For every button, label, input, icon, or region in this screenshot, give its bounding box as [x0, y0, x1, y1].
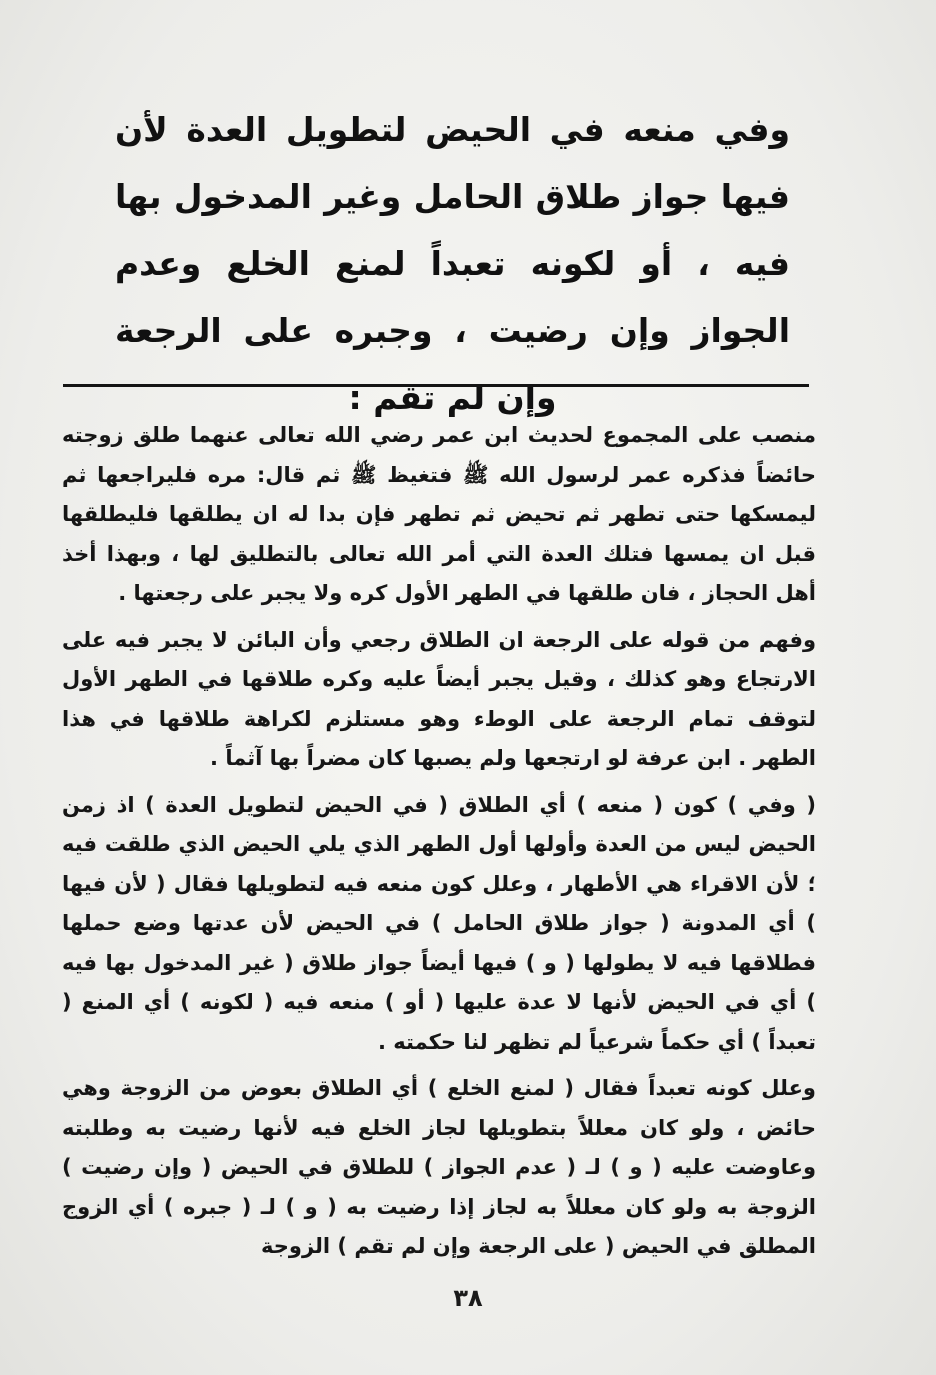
- main-text-verse: وفي منعه في الحيض لتطويل العدة لأن فيها جواز طلاق الحامل وغير المدخول بها فيه ، أو لكونه تعبداً لمنع الخلع وعدم الجواز وإن رضيت ، وجبره على الرجعة وإن لم تقم :: [115, 110, 790, 417]
- commentary-paragraph: وعلل كونه تعبداً فقال ( لمنع الخلع ) أي الطلاق بعوض من الزوجة وهي حائض ، ولو كان معللاً بتطويلها لجاز الخلع فيه لأنها رضيت به وطلبته وعاوضت عليه ( و ) لـ ( عدم الجواز ) للطلاق في الحيض ( وإن رضيت ) الزوجة به ولو كان معللاً به لجاز إذا رضيت به ( و ) لـ ( جبره ) أي الزوج المطلق في الحيض ( على الرجعة وإن لم تقم ) الزوجة: [62, 1076, 816, 1258]
- commentary-text: [62, 416, 816, 1267]
- separator-line: [63, 384, 809, 387]
- commentary-paragraph: وفهم من قوله على الرجعة ان الطلاق رجعي وأن البائن لا يجبر فيه على الارتجاع وهو كذلك ، وقيل يجبر أيضاً عليه وكره طلاقها في الطهر الأول لتوقف تمام الرجعة على الوطء وهو مستلزم لكراهة طلاقها في هذا الطهر . ابن عرفة لو ارتجعها ولم يصبها كان مضراً بها آثماً .: [62, 627, 816, 770]
- commentary-paragraph: ( وفي ) كون ( منعه ) أي الطلاق ( في الحيض لتطويل العدة ) اذ زمن الحيض ليس من العدة وأولها أول الطهر الذي يلي الحيض الذي طلقت فيه ؛ لأن الاقراء هي الأطهار ، وعلل كون منعه فيه لتطويلها فقال ( لأن فيها ) أي المدونة ( جواز طلاق الحامل ) في الحيض لأن عدتها وضع حملها فطلاقها فيه لا يطولها ( و ) فيها أيضاً جواز طلاق ( غير المدخول بها فيه ) أي في الحيض لأنها لا عدة عليها ( أو ) منعه فيه ( لكونه ) أي المنع ( تعبداً ) أي حكماً شرعياً لم تظهر لنا حكمته .: [62, 792, 816, 1054]
- commentary-paragraph: منصب على المجموع لحديث ابن عمر رضي الله تعالى عنهما طلق زوجته حائضاً فذكره عمر لرسول الله ﷺ فتغيظ ﷺ ثم قال: مره فليراجعها ثم ليمسكها حتى تطهر ثم تحيض ثم تطهر فإن بدا له ان يطلقها فليطلقها قبل ان يمسها فتلك العدة التي أمر الله تعالى بالتطليق لها ، وبهذا أخذ أهل الحجاز ، فان طلقها في الطهر الأول كره ولا يجبر على رجعتها .: [62, 423, 816, 605]
- page-number: ٣٨: [453, 1284, 483, 1312]
